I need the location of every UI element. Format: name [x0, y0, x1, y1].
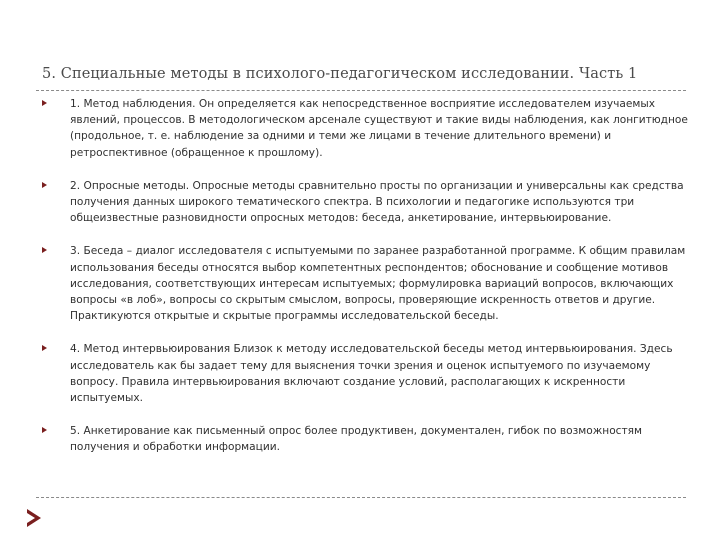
bullet-text: 1. Метод наблюдения. Он определяется как непосредственное восприятие исследователем изучаемых явлений, процессов. В методологическом арсенале существуют и такие виды наблюдения, как лонгитюдное (продольное, т. е. наблюдение за одними и теми же лицами в течение длительного времени) и ретроспективное (обращенное к прошлому).: [70, 98, 688, 159]
bullet-text: 3. Беседа – диалог исследователя с испытуемыми по заранее разработанной программе. К общим правилам использования беседы относятся выбор компетентных респондентов; обоснование и сообщение мотивов исследования, соответствующих интересам испытуемых; формулировка вариаций вопросов, включающих вопросы «в лоб», вопросы со скрытым смыслом, вопросы, проверяющие искренность ответов и другие. Практикуются открытые и скрытые программы исследовательской беседы.: [70, 245, 686, 323]
bullet-item: [40, 423, 690, 455]
bullet-text: 4. Метод интервьюирования Близок к методу исследовательской беседы метод интервьюирования. Здесь исследователь как бы задает тему для выяснения точки зрения и оценок испытуемого по изучаемому вопросу. Правила интервьюирования включают создание условий, располагающих к искренности испытуемых.: [70, 343, 673, 405]
triangle-bullet-icon: [42, 427, 47, 433]
bullet-text: 2. Опросные методы. Опросные методы сравнительно просты по организации и универсальны как средства получения данных широкого тематического спектра. В психологии и педагогике используются три общеизвестные разновидности опросных методов: беседа, анкетирование, интервьюирование.: [70, 179, 684, 225]
bullet-item: [40, 341, 690, 406]
footer-divider: [36, 497, 686, 498]
play-arrow-icon[interactable]: [22, 506, 46, 530]
bullet-item: [40, 243, 690, 324]
bullet-item: [40, 178, 690, 227]
slide-title: 5. Специальные методы в психолого-педагогическом исследовании. Часть 1: [42, 66, 638, 82]
triangle-bullet-icon: [42, 247, 47, 253]
title-divider: [36, 90, 686, 91]
triangle-bullet-icon: [42, 345, 47, 351]
triangle-bullet-icon: [42, 182, 47, 188]
triangle-bullet-icon: [42, 100, 47, 106]
bullet-item: [40, 96, 690, 161]
bullet-list: [40, 96, 690, 473]
bullet-text: 5. Анкетирование как письменный опрос более продуктивен, документален, гибок по возможностям получения и обработки информации.: [70, 425, 643, 454]
